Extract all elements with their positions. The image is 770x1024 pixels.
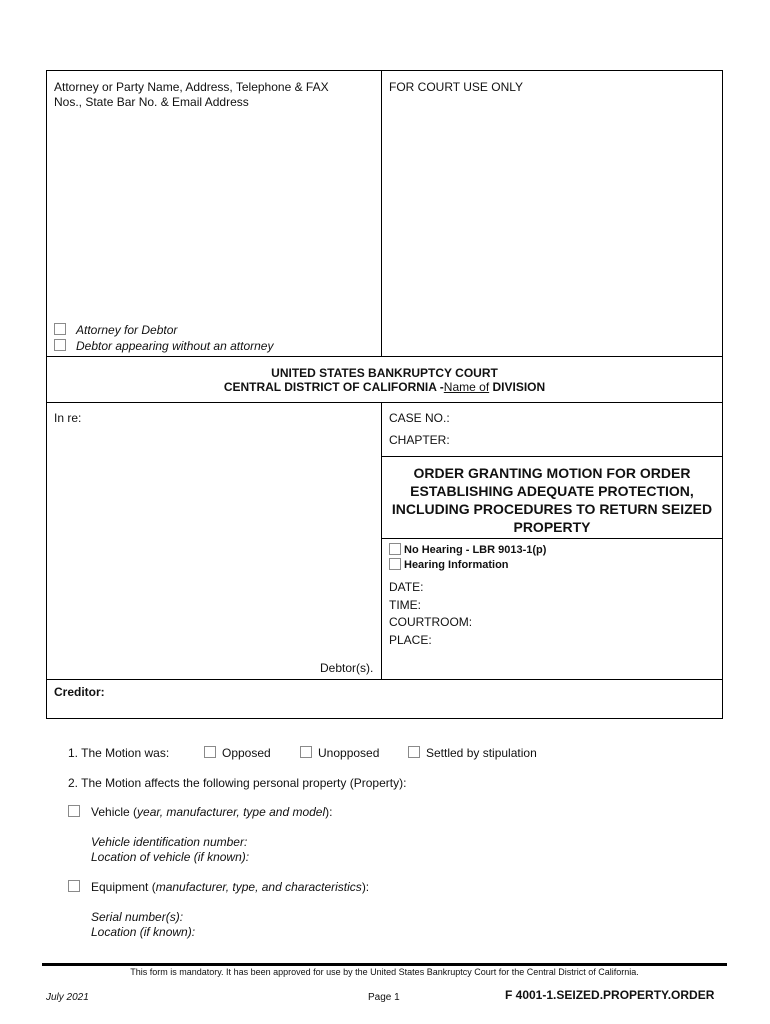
footer-page-number: Page 1 (368, 992, 400, 1003)
caption-divider-middle (381, 402, 382, 680)
attorney-for-debtor-checkbox[interactable] (54, 323, 66, 335)
hearing-info-label: Hearing Information (404, 559, 509, 571)
order-title: ORDER GRANTING MOTION FOR ORDER ESTABLISHING ADEQUATE PROTECTION, INCLUDING PROCEDURES TO RETURN SEIZED PROPERTY (391, 465, 713, 535)
vehicle-checkbox[interactable] (68, 805, 80, 817)
case-no-label: CASE NO.: (389, 411, 450, 425)
court-section-bottom-rule (46, 402, 723, 403)
court-district-suffix: DIVISION (489, 380, 546, 394)
creditor-rule (46, 679, 723, 680)
court-section-top-rule (46, 356, 723, 357)
equipment-label-text: Equipment ( (91, 880, 156, 894)
hearing-info-checkbox[interactable] (389, 558, 401, 570)
unopposed-label: Unopposed (318, 746, 380, 760)
debtor-no-attorney-label: Debtor appearing without an attorney (76, 339, 274, 353)
title-rule (381, 538, 723, 539)
footer-date: July 2021 (46, 992, 89, 1003)
attorney-for-debtor-label: Attorney for Debtor (76, 323, 178, 337)
hearing-time-label: TIME: (389, 598, 421, 612)
footer-mandatory-note: This form is mandatory. It has been approved for use by the United States Bankruptcy Court for the Central District of California. (130, 967, 639, 977)
attorney-label-line1: Attorney or Party Name, Address, Telephone & FAX (54, 80, 329, 94)
opposed-checkbox[interactable] (204, 746, 216, 758)
footer-rule (42, 963, 727, 966)
caption-divider-top (381, 70, 382, 357)
division-name-placeholder[interactable]: Name of (443, 380, 490, 394)
vehicle-description: year, manufacturer, type and model (137, 805, 326, 819)
equipment-checkbox[interactable] (68, 880, 80, 892)
vehicle-label-close: ): (325, 805, 333, 819)
equipment-label (91, 880, 369, 895)
court-name: UNITED STATES BANKRUPTCY COURT (271, 366, 498, 380)
debtors-label: Debtor(s). (320, 661, 374, 675)
chapter-label: CHAPTER: (389, 433, 450, 447)
creditor-label: Creditor: (54, 685, 105, 699)
court-use-label: FOR COURT USE ONLY (389, 80, 524, 94)
unopposed-checkbox[interactable] (300, 746, 312, 758)
in-re-label: In re: (54, 411, 82, 425)
equipment-label-close: ): (361, 880, 370, 894)
footer-form-id: F 4001-1.SEIZED.PROPERTY.ORDER (505, 988, 715, 1002)
settled-label: Settled by stipulation (426, 746, 537, 760)
equipment-description: manufacturer, type, and characteristics (155, 880, 362, 894)
no-hearing-label: No Hearing - LBR 9013-1(p) (404, 544, 547, 556)
equipment-location-label: Location (if known): (91, 925, 196, 939)
hearing-place-label: PLACE: (389, 633, 432, 647)
vin-label: Vehicle identification number: (91, 835, 248, 849)
debtor-no-attorney-checkbox[interactable] (54, 339, 66, 351)
vehicle-label-text: Vehicle ( (91, 805, 138, 819)
serial-number-label: Serial number(s): (91, 910, 184, 924)
vehicle-location-label: Location of vehicle (if known): (91, 850, 250, 864)
no-hearing-checkbox[interactable] (389, 543, 401, 555)
opposed-label: Opposed (222, 746, 271, 760)
settled-checkbox[interactable] (408, 746, 420, 758)
hearing-courtroom-label: COURTROOM: (389, 615, 473, 629)
vehicle-label (91, 805, 332, 820)
court-district-prefix: CENTRAL DISTRICT OF CALIFORNIA - (223, 380, 444, 394)
motion-was-label: 1. The Motion was: (68, 746, 170, 760)
property-affects-label: 2. The Motion affects the following personal property (Property): (68, 776, 407, 790)
court-district (46, 380, 723, 395)
attorney-label-line2: Nos., State Bar No. & Email Address (54, 95, 249, 109)
case-info-rule (381, 456, 723, 457)
hearing-date-label: DATE: (389, 580, 424, 594)
